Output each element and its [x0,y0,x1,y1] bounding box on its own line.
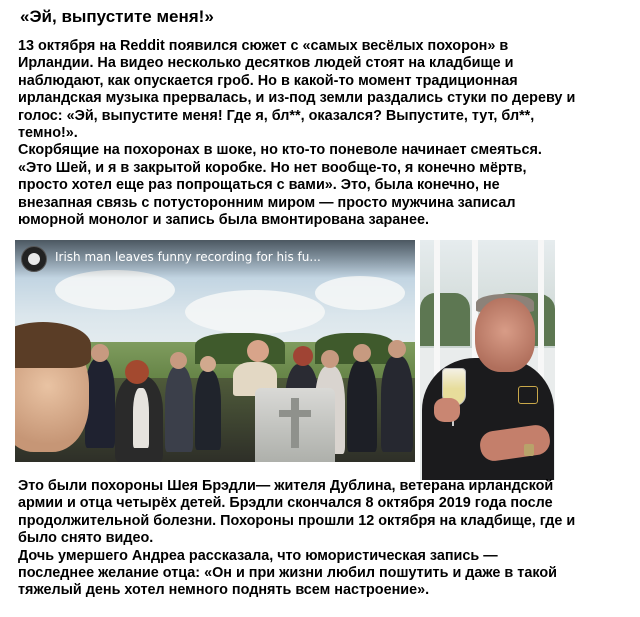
text-line: последнее желание отца: «Он и при жизни любил пошутить и даже в такой [18,565,557,582]
text-line: «Это Шей, и я в закрытой коробке. Но нет вообще-то, я конечно мёртв, [18,159,527,176]
text-line: голос: «Эй, выпустите меня! Где я, бл**, оказался? Выпустите, тут, бл**, [18,107,535,124]
channel-avatar-icon[interactable] [21,246,47,272]
tree-line [420,293,470,346]
text-line: Скорбящие на похоронах в шоке, но кто-то поневоле начинает смеяться. [18,142,542,159]
cloud [315,276,405,310]
mourner-head [200,356,216,372]
shirt-emblem-icon [518,386,538,404]
portrait-photo [420,240,555,480]
mourner-head [91,344,109,362]
mourner [85,358,115,448]
intro-paragraph [18,38,633,229]
funeral-video-thumbnail[interactable] [15,240,415,462]
text-line: тяжелый день хотел немного поднять всем настроение». [18,582,430,599]
mourner-head [170,352,187,369]
text-line: внезапная связь с потусторонним миром — просто мужчина записал [18,194,516,211]
text-line: Дочь умершего Андреа рассказала, что юмористическая запись — [18,547,498,564]
mourner [381,356,413,452]
man-hand [434,398,460,422]
white-scarf [133,388,149,448]
wristwatch-icon [524,444,534,456]
article-title: «Эй, выпустите меня!» [20,7,214,26]
mourner [195,370,221,450]
text-line: армии и отца четырёх детей. Брэдли скончался 8 октября 2019 года после [18,495,553,512]
cross-icon [291,398,299,448]
cross-icon [279,410,311,417]
text-line: ирландская музыка прервалась, и из-под земли раздались стуки по дереву и [18,90,576,107]
mourner-head [321,350,339,368]
mourner-head [293,346,313,366]
text-line: Это были похороны Шея Брэдли— жителя Дублина, ветерана ирландской [18,478,554,494]
man-face [475,298,535,372]
text-line: 13 октября на Reddit появился сюжет с «самых весёлых похорон» в [18,38,509,54]
mourner [165,366,193,452]
mourner-head [353,344,371,362]
video-title[interactable]: Irish man leaves funny recording for his fu... [55,250,321,264]
text-line: темно!». [18,125,78,142]
outro-paragraph [18,478,633,600]
mourner-head [388,340,406,358]
mourner-head [125,360,149,384]
text-line: было снято видео. [18,530,154,547]
cloud [185,290,325,334]
mourner-head [247,340,269,362]
video-title-bar [15,240,415,278]
mourner [347,360,377,452]
celtic-cross-gravestone [255,388,335,462]
text-line: Ирландии. На видео несколько десятков людей стоят на кладбище и [18,55,514,72]
text-line: наблюдают, как опускается гроб. Но в какой-то момент традиционная [18,72,518,89]
text-line: продолжительной болезни. Похороны прошли 12 октября на кладбище, где и [18,512,576,529]
text-line: юморной монолог и запись была вмонтирована заранее. [18,212,429,229]
text-line: просто хотел еще раз попрощаться с вами». Это, была конечно, не [18,177,500,194]
